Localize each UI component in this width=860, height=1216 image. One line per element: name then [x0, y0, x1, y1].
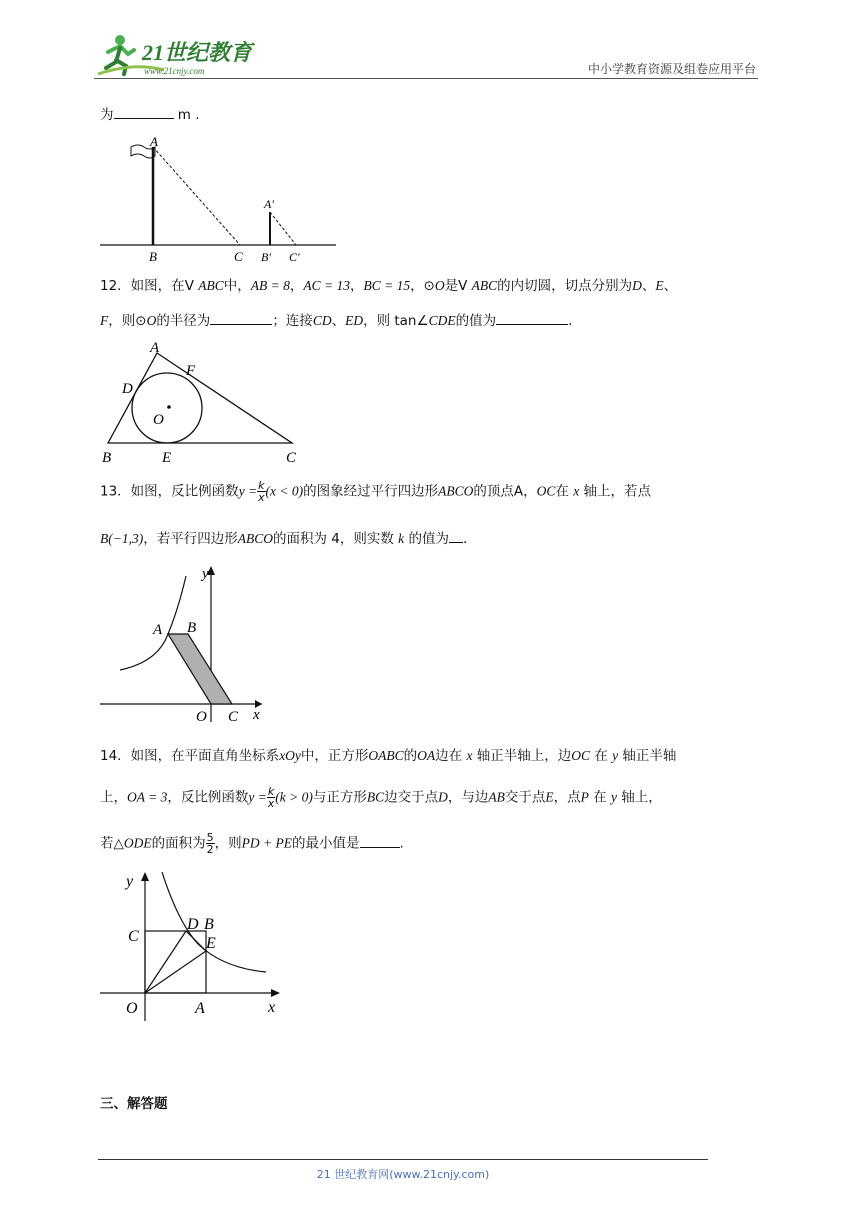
- svg-text:B: B: [102, 450, 112, 463]
- svg-text:A: A: [153, 622, 163, 638]
- svg-text:F: F: [186, 363, 196, 379]
- footer-link[interactable]: 21 世纪教育网(www.21cnjy.com): [316, 1168, 490, 1181]
- site-logo: [94, 30, 264, 80]
- svg-text:y: y: [202, 566, 209, 582]
- svg-text:C: C: [286, 450, 297, 463]
- svg-text:B: B: [204, 916, 214, 933]
- svg-text:D: D: [122, 381, 133, 397]
- svg-text:A′: A′: [264, 197, 274, 211]
- header-tagline: 中小学教育资源及组卷应用平台: [587, 62, 756, 76]
- svg-text:C: C: [128, 928, 139, 945]
- svg-text:O: O: [153, 412, 164, 428]
- svg-text:E: E: [206, 935, 216, 952]
- svg-text:y: y: [126, 873, 134, 890]
- svg-text:B: B: [149, 249, 157, 264]
- figure-12: [98, 338, 313, 468]
- svg-text:O: O: [196, 709, 207, 725]
- svg-text:E: E: [162, 450, 172, 463]
- figure-11: [98, 130, 343, 270]
- q14-line2: 上，OA = 3，反比例函数y = $\frac{k}{x}$ (k > 0)与正方形BC边交于点D，与边AB交于点E，点P 在 y 轴上，: [100, 785, 662, 810]
- svg-text:A: A: [150, 340, 160, 356]
- footer-rule: [98, 1159, 708, 1160]
- svg-text:B: B: [187, 620, 197, 636]
- q12-line1: 12．如图，在V ABC中，AB = 8，AC = 13，BC = 15，⊙O是V ABC的内切圆，切点分别为D、E、: [100, 278, 678, 294]
- logo-url: www.21cnjy.com: [144, 66, 205, 76]
- svg-text:x: x: [253, 707, 260, 723]
- figure-14: [98, 866, 288, 1031]
- q14-line3: 若△ODE的面积为 $\frac{5}{2}$ ，则PD + PE的最小值是 .: [100, 831, 404, 856]
- q11-tail: 为 m .: [100, 104, 200, 125]
- svg-text:A: A: [195, 1000, 205, 1017]
- logo-title: 21世纪教育: [142, 40, 253, 65]
- svg-text:x: x: [268, 999, 276, 1016]
- section-heading: 三、解答题: [100, 1096, 168, 1112]
- q13-line1: 13．如图，反比例函数y = $\frac{k}{x}$ (x < 0)的图象经过平行四边形ABCO的顶点A，OC在 x 轴上，若点: [100, 479, 651, 504]
- svg-text:O: O: [126, 1000, 138, 1017]
- svg-text:A: A: [150, 134, 158, 149]
- q13-line2: B(−1,3)，若平行四边形ABCO的面积为 4，则实数 k 的值为 .: [100, 528, 467, 549]
- svg-text:C: C: [234, 249, 243, 264]
- header-rule: [94, 78, 758, 79]
- svg-text:B′: B′: [261, 250, 271, 264]
- figure-13: [98, 562, 278, 732]
- svg-text:D: D: [187, 916, 199, 933]
- q12-line2: F，则⊙O的半径为 ；连接CD、ED，则 tan∠CDE的值为 .: [100, 310, 572, 331]
- svg-text:C: C: [228, 709, 239, 725]
- svg-text:C′: C′: [289, 250, 300, 264]
- q14-line1: 14．如图，在平面直角坐标系xOy中，正方形OABC的OA边在 x 轴正半轴上，边OC 在 y 轴正半轴: [100, 748, 677, 764]
